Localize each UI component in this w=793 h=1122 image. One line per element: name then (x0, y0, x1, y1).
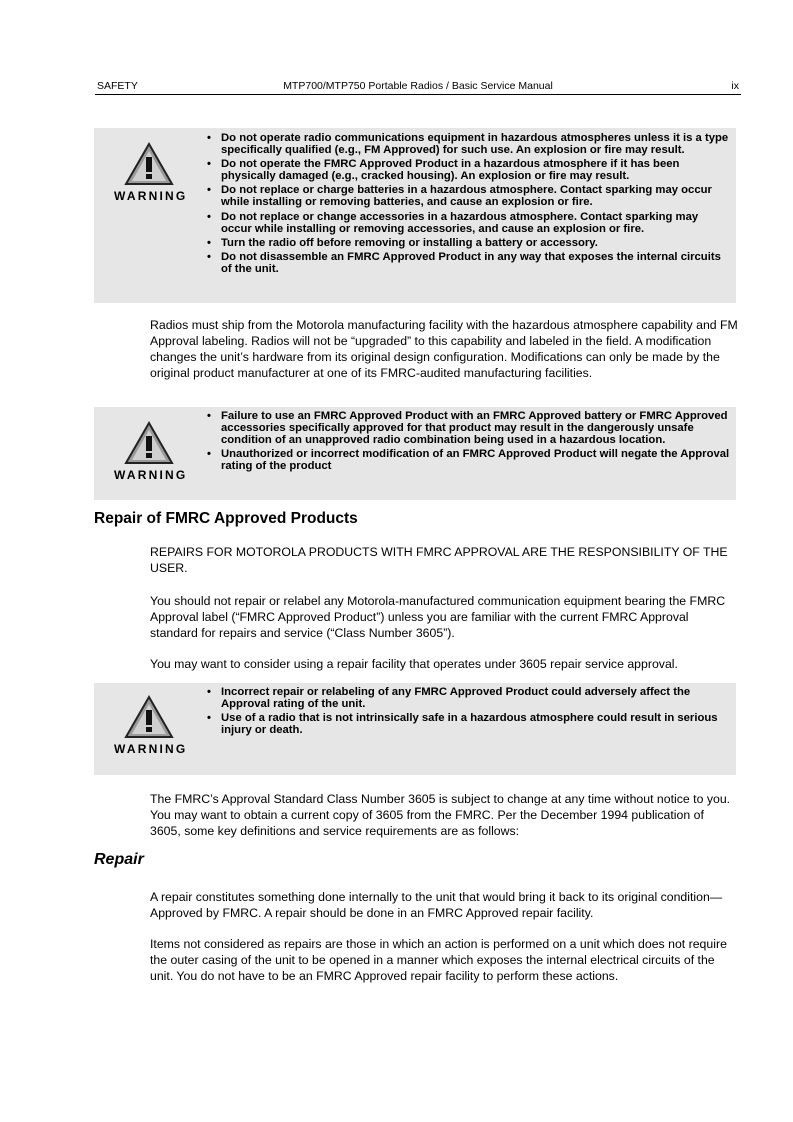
paragraph-repair-definition: A repair constitutes something done internally to the unit that would bring it back to its original condition—Approved by FMRC. A repair should be done in an FMRC Approved repair facility. (150, 890, 723, 920)
warning-item: • Turn the radio off before removing or installing a battery or accessory. (205, 237, 730, 249)
warning-item: • Use of a radio that is not intrinsically safe in a hazardous atmosphere could result in serious injury or death. (205, 712, 730, 736)
warning-triangle-icon (124, 142, 174, 186)
header-section: SAFETY (97, 80, 138, 92)
warning-item: • Do not replace or charge batteries in a hazardous atmosphere. Contact sparking may occur while installing or removing batteries, and cause an explosion or fire. (205, 184, 730, 208)
warning-icon-group (114, 695, 188, 756)
warning-item: • Failure to use an FMRC Approved Product with an FMRC Approved battery or FMRC Approved accessories specifically approved for that product may result in the dangerously unsafe condition of an unapproved radio combination being used in a hazardous location. (205, 410, 730, 446)
warning-box-2 (94, 407, 736, 500)
heading-repair: Repair (94, 851, 144, 868)
warning-triangle-icon (124, 421, 174, 465)
warning-list (205, 410, 730, 474)
paragraph-facility: You may want to consider using a repair facility that operates under 3605 repair service approval. (150, 657, 678, 671)
warning-label: WARNING (114, 742, 188, 756)
paragraph-standard: The FMRC’s Approval Standard Class Number 3605 is subject to change at any time without notice to you. You may want to obtain a current copy of 3605 from the FMRC. Per the December 1994 publication of 3605, some key definitions and service requirements are as follows: (150, 792, 731, 838)
heading-repair-fmrc-products: Repair of FMRC Approved Products (94, 510, 358, 527)
warning-icon-group (114, 142, 188, 203)
warning-item: • Do not disassemble an FMRC Approved Product in any way that exposes the internal circuits of the unit. (205, 251, 730, 275)
warning-item: • Do not operate the FMRC Approved Product in a hazardous atmosphere if it has been physically damaged (e.g., cracked housing). An explosion or fire may result. (205, 158, 730, 182)
warning-triangle-icon (124, 695, 174, 739)
warning-box-3 (94, 683, 736, 775)
paragraph-ship: Radios must ship from the Motorola manufacturing facility with the hazardous atmosphere capability and FM Approval labeling. Radios will not be “upgraded” to this capability and labeled in the field. A modification changes the unit’s hardware from its original design configuration. Modifications can only be made by the original product manufacturer at one of its FMRC-audited manufacturing facilities. (150, 318, 738, 380)
warning-label: WARNING (114, 189, 188, 203)
warning-item: • Unauthorized or incorrect modification of an FMRC Approved Product will negate the Approval rating of the product (205, 448, 730, 472)
warning-list (205, 132, 730, 277)
warning-item: • Do not replace or change accessories in a hazardous atmosphere. Contact sparking may occur while installing or removing accessories, and cause an explosion or fire. (205, 211, 730, 235)
warning-list (205, 686, 730, 738)
warning-item: • Do not operate radio communications equipment in hazardous atmospheres unless it is a type specifically qualified (e.g., FM Approved) for such use. An explosion or fire may result. (205, 132, 730, 156)
header-title: MTP700/MTP750 Portable Radios / Basic Service Manual (283, 80, 553, 92)
warning-label: WARNING (114, 468, 188, 482)
page-header (95, 78, 741, 95)
warning-item: • Incorrect repair or relabeling of any FMRC Approved Product could adversely affect the Approval rating of the unit. (205, 686, 730, 710)
page-number: ix (731, 80, 739, 92)
paragraph-relabel: You should not repair or relabel any Motorola-manufactured communication equipment bearing the FMRC Approval label (“FMRC Approved Product”) unless you are familiar with the current FMRC Approval standard for repairs and service (“Class Number 3605”). (150, 594, 726, 640)
warning-box-1 (94, 128, 736, 303)
paragraph-not-repair: Items not considered as repairs are those in which an action is performed on a unit which does not require the outer casing of the unit to be opened in a manner which exposes the internal electrical circuits of the unit. You do not have to be an FMRC Approved repair facility to perform these actions. (150, 937, 727, 983)
paragraph-responsibility: REPAIRS FOR MOTOROLA PRODUCTS WITH FMRC APPROVAL ARE THE RESPONSIBILITY OF THE USER. (150, 545, 728, 575)
warning-icon-group (114, 421, 188, 482)
